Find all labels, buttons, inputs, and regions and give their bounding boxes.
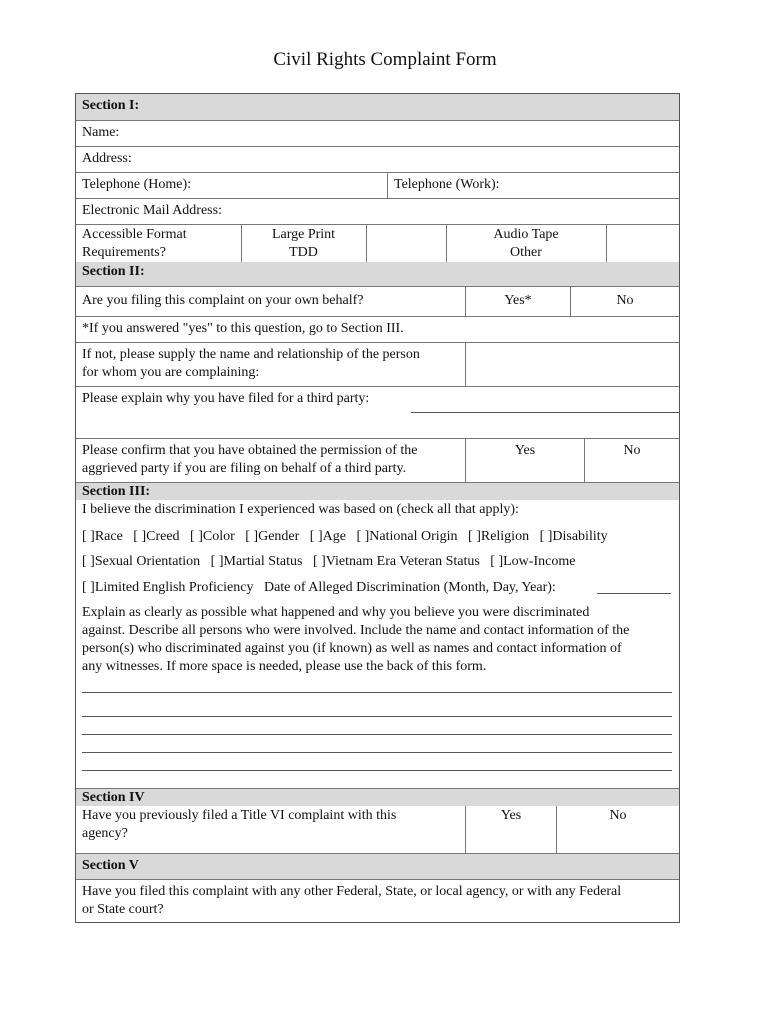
name-row[interactable]	[76, 120, 679, 146]
third-party-reason-line[interactable]	[411, 412, 679, 413]
explanation-line[interactable]	[82, 770, 672, 771]
yes-option[interactable]: Yes	[500, 808, 522, 823]
basis-checkboxes-row-1[interactable]: [ ]Race [ ]Creed [ ]Color [ ]Gender [ ]Age [ ]National Origin [ ]Religion [ ]Disability	[82, 529, 608, 544]
divider	[606, 225, 607, 262]
section-3-header	[76, 482, 679, 500]
discrimination-basis-intro: I believe the discrimination I experienced was based on (check all that apply):	[82, 502, 519, 517]
explain-line-1: Explain as clearly as possible what happened and why you believe you were discriminated	[82, 605, 590, 620]
divider	[465, 343, 466, 386]
telephone-home-label: Telephone (Home):	[82, 177, 192, 192]
section-5-heading: Section V	[82, 858, 139, 873]
name-label: Name:	[82, 125, 120, 140]
address-row[interactable]	[76, 146, 679, 172]
explanation-line[interactable]	[82, 734, 672, 735]
email-label: Electronic Mail Address:	[82, 203, 222, 218]
email-row[interactable]	[76, 198, 679, 224]
explain-third-party-label: Please explain why you have filed for a third party:	[82, 391, 370, 406]
accessible-format-label: Accessible Format	[82, 227, 187, 242]
if-yes-note: *If you answered "yes" to this question, go to Section III.	[82, 321, 404, 336]
if-yes-row	[76, 316, 679, 342]
if-not-line-2: for whom you are complaining:	[82, 365, 260, 380]
divider	[387, 173, 388, 198]
page-title: Civil Rights Complaint Form	[273, 49, 497, 70]
address-label: Address:	[82, 151, 132, 166]
accessible-format-row	[76, 224, 679, 262]
telephone-row	[76, 172, 679, 198]
third-party-reason-row	[76, 386, 679, 438]
explanation-line[interactable]	[82, 716, 672, 717]
requirements-label: Requirements?	[82, 245, 166, 260]
section-3-heading: Section III:	[82, 484, 151, 499]
telephone-work-label: Telephone (Work):	[394, 177, 500, 192]
basis-checkboxes-row-2[interactable]: [ ]Sexual Orientation [ ]Martial Status [ ]Vietnam Era Veteran Status [ ]Low-Income	[82, 554, 576, 569]
permission-row	[76, 438, 679, 482]
section-2-header	[76, 262, 679, 286]
date-blank-line[interactable]	[597, 593, 671, 594]
audio-tape-option[interactable]: Audio Tape	[493, 227, 559, 242]
explanation-line[interactable]	[82, 752, 672, 753]
explain-line-2: against. Describe all persons who were involved. Include the name and contact information of the	[82, 623, 630, 638]
explain-line-4: any witnesses. If more space is needed, please use the back of this form.	[82, 659, 487, 674]
no-option[interactable]: No	[616, 293, 634, 308]
title-vi-question-line-1: Have you previously filed a Title VI complaint with this	[82, 808, 397, 823]
section-4-heading: Section IV	[82, 790, 145, 805]
large-print-option[interactable]: Large Print	[271, 227, 336, 242]
explain-line-3: person(s) who discriminated against you (if known) as well as names and contact information of	[82, 641, 622, 656]
other-option[interactable]: Other	[510, 245, 542, 260]
no-option[interactable]: No	[609, 808, 627, 823]
title-vi-question-line-2: agency?	[82, 826, 128, 841]
section-3-body	[76, 500, 679, 788]
yes-option[interactable]: Yes	[514, 443, 536, 458]
own-behalf-question: Are you filing this complaint on your own behalf?	[82, 293, 364, 308]
other-agency-row	[76, 879, 679, 922]
other-agency-question-line-2: or State court?	[82, 902, 164, 917]
section-1-heading: Section I:	[82, 98, 140, 113]
explanation-line[interactable]	[82, 692, 672, 693]
confirm-line-2: aggrieved party if you are filing on behalf of a third party.	[82, 461, 407, 476]
title-vi-row	[76, 806, 679, 853]
section-5-header	[76, 853, 679, 879]
complaint-form	[75, 93, 680, 923]
section-1-header	[76, 94, 679, 120]
no-option[interactable]: No	[623, 443, 641, 458]
if-not-line-1: If not, please supply the name and relationship of the person	[82, 347, 420, 362]
tdd-option[interactable]: TDD	[289, 245, 318, 260]
section-2-heading: Section II:	[82, 264, 145, 279]
third-party-name-row	[76, 342, 679, 386]
divider	[366, 225, 367, 262]
confirm-line-1: Please confirm that you have obtained the permission of the	[82, 443, 418, 458]
section-4-header	[76, 788, 679, 806]
own-behalf-row	[76, 286, 679, 316]
other-agency-question-line-1: Have you filed this complaint with any other Federal, State, or local agency, or with any Federal	[82, 884, 622, 899]
yes-star-option[interactable]: Yes*	[504, 293, 532, 308]
basis-checkboxes-row-3[interactable]: [ ]Limited English Proficiency Date of Alleged Discrimination (Month, Day, Year):	[82, 580, 560, 595]
